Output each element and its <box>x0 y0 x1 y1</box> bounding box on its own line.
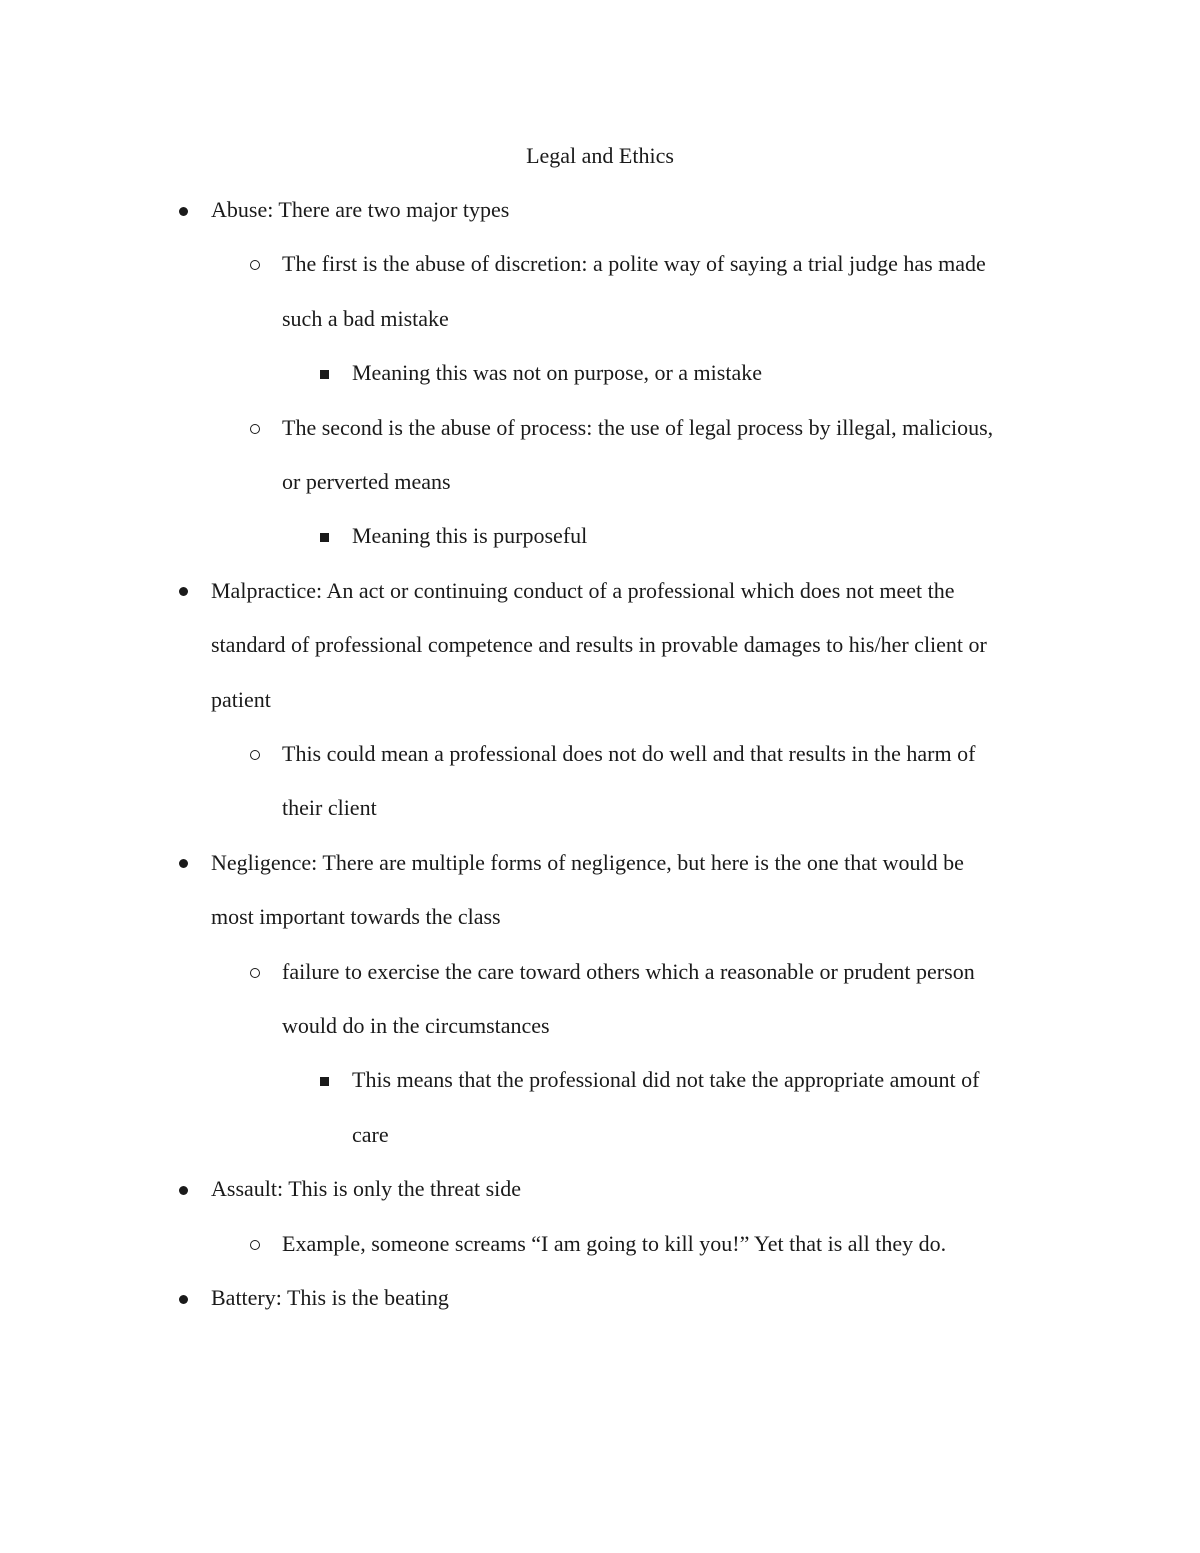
list-item-line: standard of professional competence and results in provable damages to his/her client or <box>211 632 987 658</box>
list-item-line: This could mean a professional does not do well and that results in the harm of <box>282 741 976 766</box>
circle-bullet-icon <box>250 424 260 434</box>
list-item-line: Malpractice: An act or continuing conduct of a professional which does not meet the <box>211 577 955 603</box>
list-item-line: such a bad mistake <box>282 305 449 331</box>
document-title: Legal and Ethics <box>526 143 674 168</box>
square-bullet-icon <box>320 533 329 542</box>
disc-bullet-icon <box>179 1186 188 1195</box>
list-item-line: would do in the circumstances <box>282 1013 550 1038</box>
list-item-line: The first is the abuse of discretion: a polite way of saying a trial judge has made <box>282 251 986 277</box>
list-item-line: Negligence: There are multiple forms of negligence, but here is the one that would be <box>211 849 964 875</box>
list-item-line: Abuse: There are two major types <box>211 197 510 222</box>
circle-bullet-icon <box>250 1240 260 1250</box>
list-item-line: Meaning this is purposeful <box>352 523 588 549</box>
list-item-line: The second is the abuse of process: the use of legal process by illegal, malicious, <box>282 414 994 440</box>
disc-bullet-icon <box>179 1295 188 1304</box>
list-item-line: patient <box>211 686 271 712</box>
list-item-line: or perverted means <box>282 469 451 494</box>
list-item-line: This means that the professional did not take the appropriate amount of <box>352 1067 980 1093</box>
circle-bullet-icon <box>250 968 260 978</box>
list-item-line: Battery: This is the beating <box>211 1285 449 1310</box>
list-item-line: their client <box>282 795 377 821</box>
circle-bullet-icon <box>250 260 260 270</box>
list-item-line: care <box>352 1121 389 1147</box>
list-item-line: most important towards the class <box>211 904 501 930</box>
list-item-line: failure to exercise the care toward others which a reasonable or prudent person <box>282 958 975 984</box>
square-bullet-icon <box>320 370 329 379</box>
disc-bullet-icon <box>179 207 188 216</box>
list-item-line: Assault: This is only the threat side <box>211 1176 522 1202</box>
list-item-line: Meaning this was not on purpose, or a mistake <box>352 360 762 386</box>
circle-bullet-icon <box>250 750 260 760</box>
square-bullet-icon <box>320 1077 329 1086</box>
disc-bullet-icon <box>179 859 188 868</box>
disc-bullet-icon <box>179 587 188 596</box>
list-item-line: Example, someone screams “I am going to kill you!” Yet that is all they do. <box>282 1230 947 1256</box>
